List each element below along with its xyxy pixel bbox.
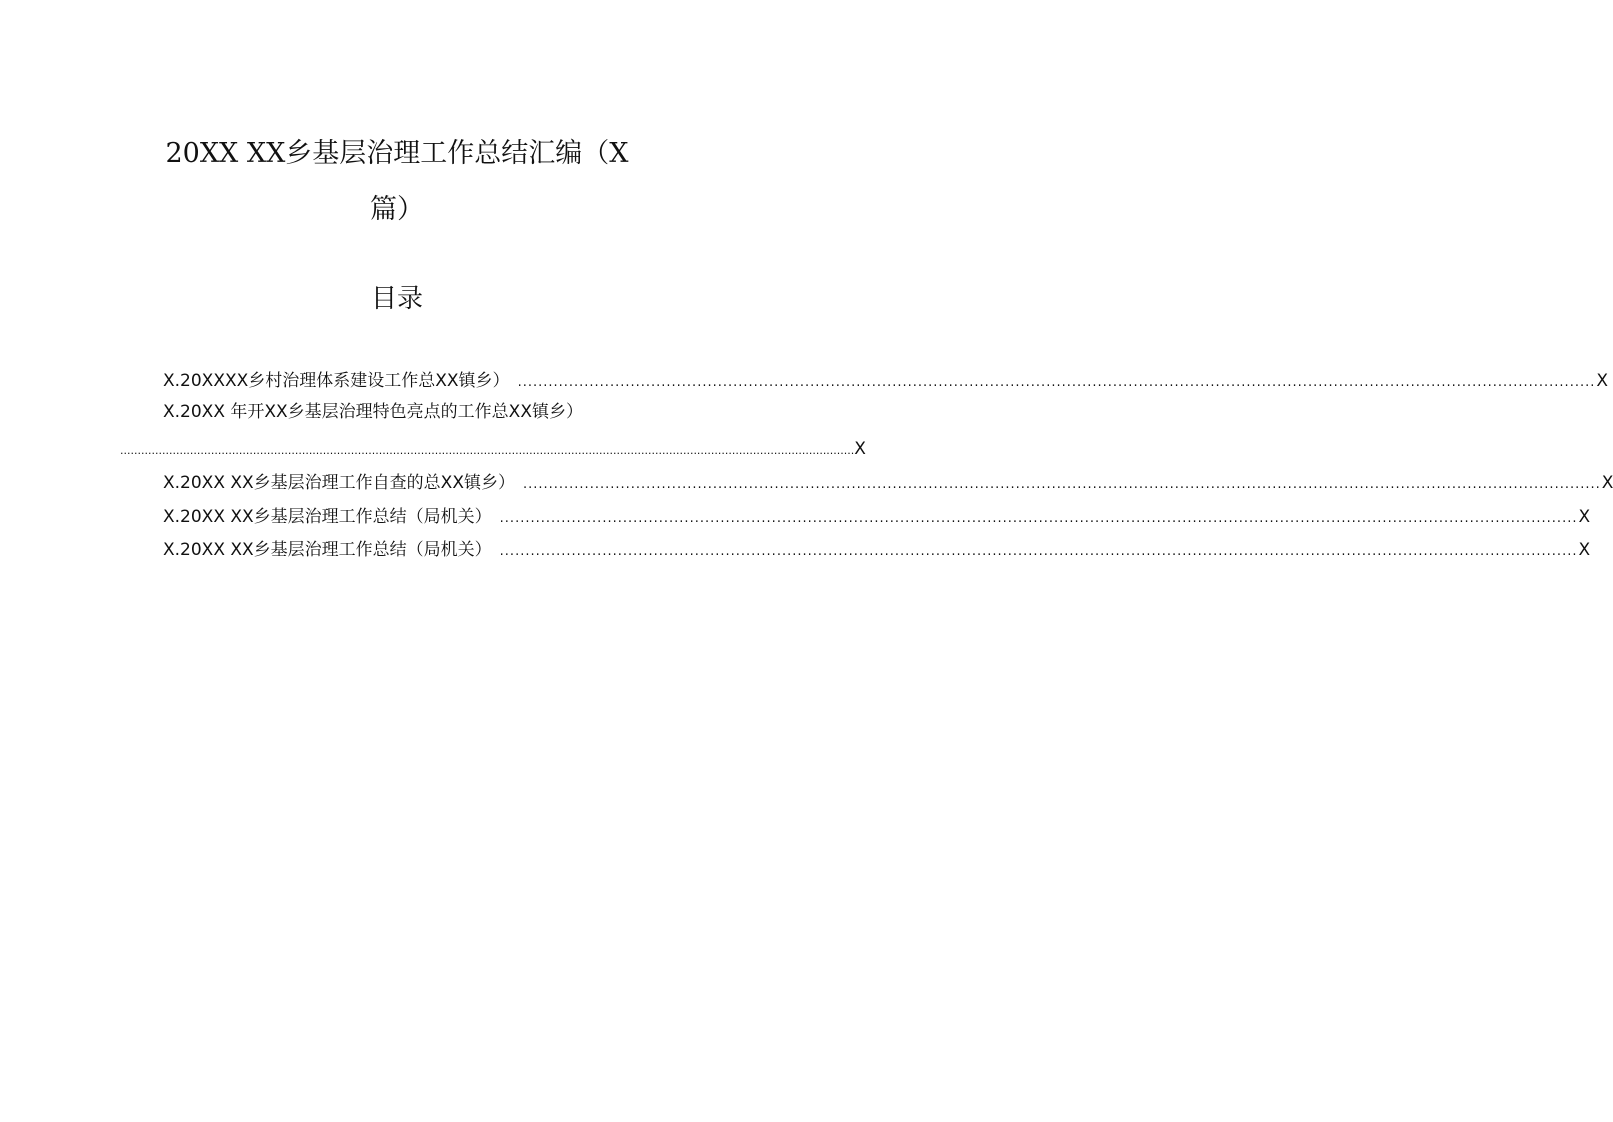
document-title-line-2: 篇） [370,194,424,225]
toc-entry[interactable] [163,469,1613,497]
toc-heading: 目录 [370,284,423,314]
toc-entry-text: X.20XX XX乡基层治理工作总结（局机关） [163,507,492,527]
toc-leader-dots: .................................................................................................................................................................................................................. [499,511,1578,526]
toc-leader-dots: .................................................................................................................................................................................................................. [499,544,1578,559]
toc-page-number: X [1578,507,1591,527]
toc-entry-text: X.20XX 年开XX乡基层治理特色亮点的工作总XX镇乡） [163,402,583,422]
toc-leader-dots: .................................................................................................................................................................................................................. [517,375,1596,390]
toc-page-number: X [854,439,866,459]
toc-entry-text: X.20XXXX乡村治理体系建设工作总XX镇乡） [163,371,510,391]
toc-entry[interactable] [163,367,1609,395]
toc-entry-continuation [120,435,866,463]
toc-leader-dots: .................................................................................................................................................................................................................. [522,477,1601,492]
toc-entry[interactable] [163,503,1591,531]
document-title-line-1: 20XX XX乡基层治理工作总结汇编（X [165,138,629,169]
toc-entry-text: X.20XX XX乡基层治理工作自查的总XX镇乡） [163,473,515,493]
toc-page-number: X [1596,371,1609,391]
toc-entry[interactable] [163,536,1591,564]
toc-page-number: X [1601,473,1613,493]
toc-leader-dots: .................................................................................................................................................................................................................. [120,444,855,457]
toc-page-number: X [1578,540,1591,560]
toc-entry-text: X.20XX XX乡基层治理工作总结（局机关） [163,540,492,560]
